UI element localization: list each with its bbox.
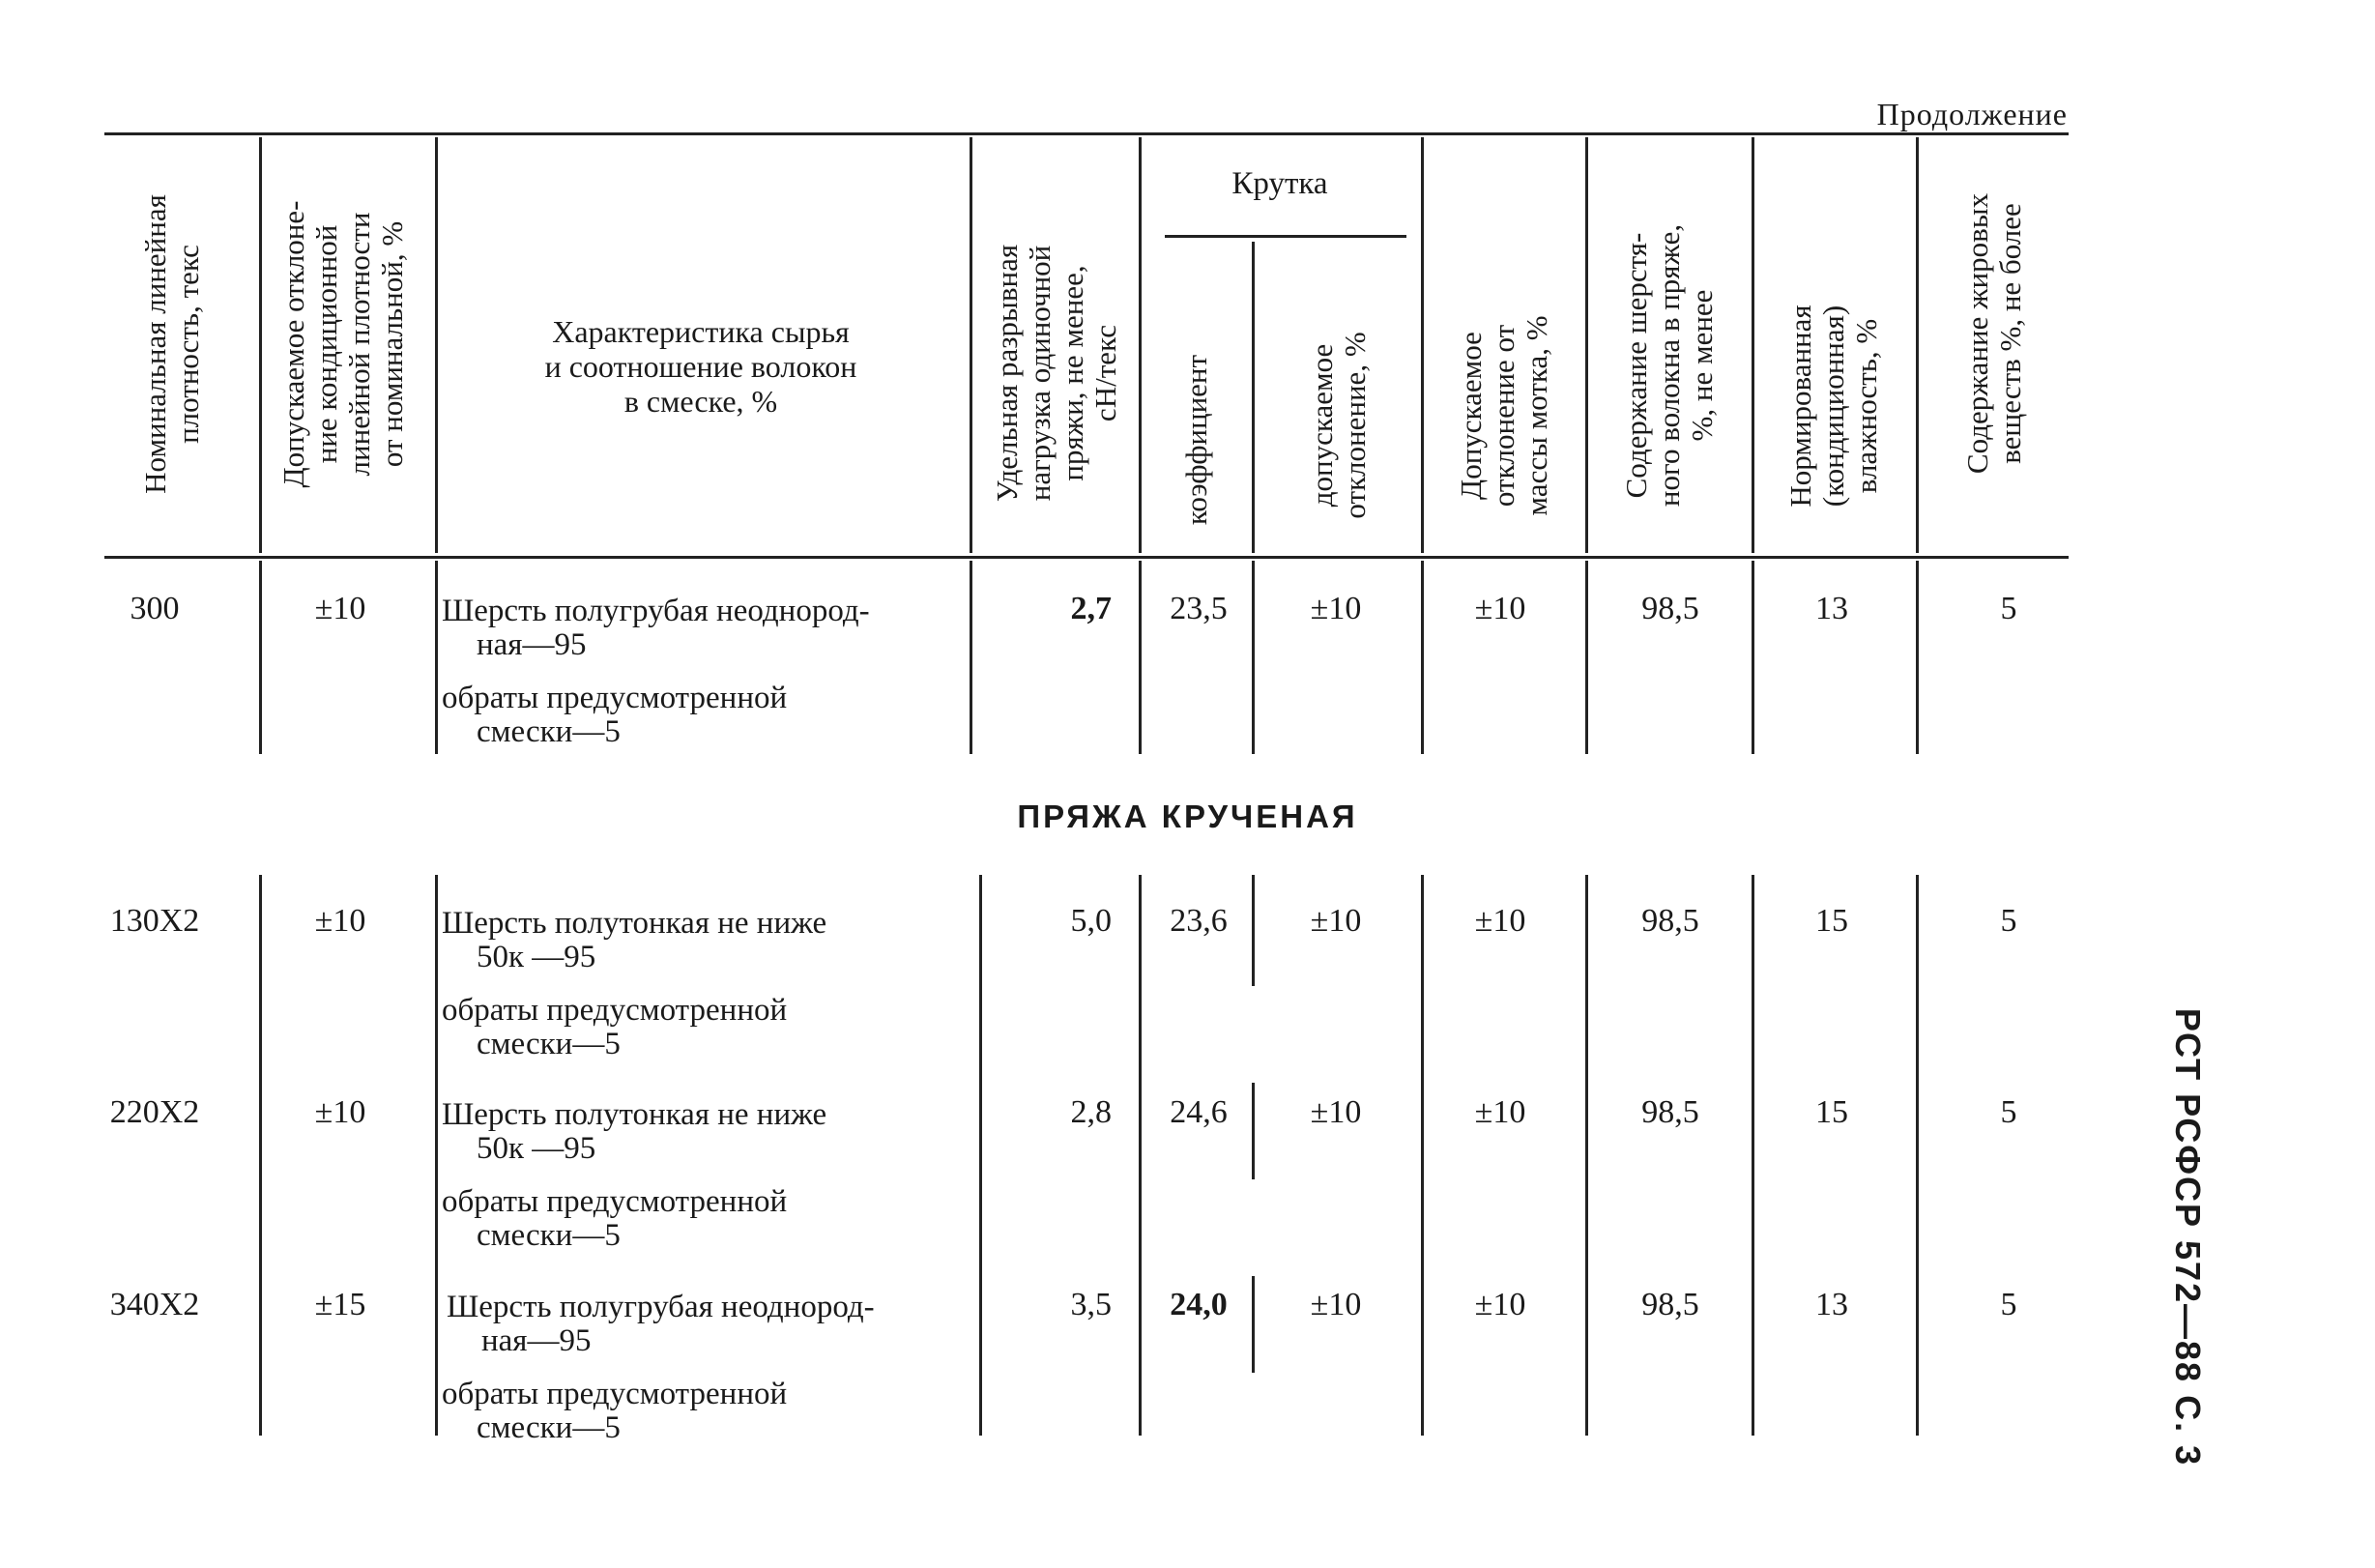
cell-description-main: Шерсть полутонкая не ниже 50к —95	[442, 1097, 827, 1166]
header-sep-2	[435, 137, 438, 553]
table-top-rule	[104, 132, 2069, 135]
body1-sep-7	[1585, 561, 1588, 754]
header-density-tolerance: Допускаемое отклоне- ние кондиционной линейной плотности от номинальной, %	[276, 200, 409, 488]
body1-sep-4	[1139, 561, 1142, 754]
cell-description-main: Шерсть полутонкая не ниже 50к —95	[442, 906, 827, 974]
header-sep-7	[1585, 137, 1588, 553]
cell-mass-deviation: ±10	[1474, 1287, 1526, 1322]
cell-density: 300	[130, 591, 180, 626]
body2-sep-5a	[1252, 875, 1255, 986]
header-fat-content: Содержание жировых веществ %, не более	[1960, 192, 2027, 475]
cell-breaking-load: 5,0	[1070, 903, 1112, 939]
cell-fat-content: 5	[2000, 1094, 2017, 1130]
cell-description-main: Шерсть полугрубая неоднород- ная—95	[447, 1290, 875, 1358]
section-title: ПРЯЖА КРУЧЕНАЯ	[1017, 799, 1358, 834]
body2-sep-7	[1585, 875, 1588, 1436]
cell-density: 340Х2	[109, 1287, 200, 1322]
header-bottom-rule	[104, 556, 2069, 559]
cell-description-main: Шерсть полугрубая неоднород- ная—95	[442, 594, 870, 662]
cell-fat-content: 5	[2000, 903, 2017, 939]
body2-sep-4	[1139, 875, 1142, 1436]
body2-sep-8	[1752, 875, 1754, 1436]
cell-tolerance: ±10	[314, 903, 366, 939]
body1-sep-1	[259, 561, 262, 754]
cell-tolerance: ±15	[314, 1287, 366, 1322]
cell-twist-deviation: ±10	[1310, 1094, 1362, 1130]
document-code	[2163, 1007, 2212, 1467]
cell-description-secondary: обраты предусмотренной смески—5	[442, 1377, 788, 1445]
cell-twist-deviation: ±10	[1310, 1287, 1362, 1322]
header-raw-material: Характеристика сырья и соотношение волокон в смеске, %	[544, 314, 857, 419]
cell-twist-coefficient: 24,0	[1170, 1287, 1228, 1322]
cell-density: 220Х2	[109, 1094, 200, 1130]
cell-density: 130Х2	[109, 903, 200, 939]
cell-twist-coefficient: 23,6	[1170, 903, 1228, 939]
body2-sep-3	[979, 875, 982, 1436]
cell-moisture: 13	[1815, 1287, 1848, 1322]
header-breaking-load: Удельная разрывная нагрузка одиночной пряжи, не менее, сН/текс	[990, 244, 1122, 503]
cell-twist-deviation: ±10	[1310, 903, 1362, 939]
header-mass-deviation: Допускаемое отклонение от массы мотка, %	[1454, 315, 1553, 516]
cell-fat-content: 5	[2000, 1287, 2017, 1322]
cell-wool-content: 98,5	[1641, 903, 1699, 939]
header-sep-5	[1252, 242, 1255, 553]
cell-mass-deviation: ±10	[1474, 1094, 1526, 1130]
cell-breaking-load: 3,5	[1070, 1287, 1112, 1322]
body2-sep-2	[435, 875, 438, 1436]
cell-description-secondary: обраты предусмотренной смески—5	[442, 1184, 788, 1253]
body2-sep-1	[259, 875, 262, 1436]
header-moisture: Нормированная (кондиционная) влажность, %	[1783, 305, 1883, 508]
body1-sep-9	[1916, 561, 1919, 754]
body1-sep-3	[970, 561, 972, 754]
header-twist-group: Крутка	[1231, 166, 1328, 201]
cell-wool-content: 98,5	[1641, 1094, 1699, 1130]
body2-sep-5b	[1252, 1083, 1255, 1179]
body1-sep-6	[1421, 561, 1424, 754]
cell-mass-deviation: ±10	[1474, 591, 1526, 626]
body1-sep-8	[1752, 561, 1754, 754]
cell-moisture: 13	[1815, 591, 1848, 626]
cell-description-secondary: обраты предусмотренной смески—5	[442, 993, 788, 1061]
header-sep-3	[970, 137, 972, 553]
document-code-text: РСТ РСФСР 572—88 С. 3	[2168, 1007, 2208, 1467]
cell-twist-coefficient: 23,5	[1170, 591, 1228, 626]
cell-description-secondary: обраты предусмотренной смески—5	[442, 681, 788, 749]
body1-sep-5	[1252, 561, 1255, 754]
header-twist-deviation: допускаемое отклонение, %	[1305, 332, 1372, 519]
header-sep-8	[1752, 137, 1754, 553]
header-wool-content: Содержание шерстя- ного волокна в пряже, %, не менее	[1619, 223, 1719, 508]
header-sep-1	[259, 137, 262, 553]
body2-sep-5c	[1252, 1276, 1255, 1373]
cell-wool-content: 98,5	[1641, 591, 1699, 626]
header-twist-coefficient: коэффициент	[1179, 354, 1213, 526]
cell-fat-content: 5	[2000, 591, 2017, 626]
cell-wool-content: 98,5	[1641, 1287, 1699, 1322]
header-sep-6	[1421, 137, 1424, 553]
cell-breaking-load: 2,7	[1070, 591, 1112, 626]
body1-sep-2	[435, 561, 438, 754]
continuation-label: Продолжение	[1876, 97, 2068, 131]
cell-tolerance: ±10	[314, 591, 366, 626]
cell-twist-deviation: ±10	[1310, 591, 1362, 626]
header-nominal-density: Номинальная линейная плотность, текс	[138, 194, 205, 494]
cell-tolerance: ±10	[314, 1094, 366, 1130]
body2-sep-6	[1421, 875, 1424, 1436]
twist-group-rule	[1165, 235, 1406, 238]
cell-moisture: 15	[1815, 1094, 1848, 1130]
cell-breaking-load: 2,8	[1070, 1094, 1112, 1130]
header-sep-9	[1916, 137, 1919, 553]
cell-mass-deviation: ±10	[1474, 903, 1526, 939]
body2-sep-9	[1916, 875, 1919, 1436]
cell-moisture: 15	[1815, 903, 1848, 939]
cell-twist-coefficient: 24,6	[1170, 1094, 1228, 1130]
